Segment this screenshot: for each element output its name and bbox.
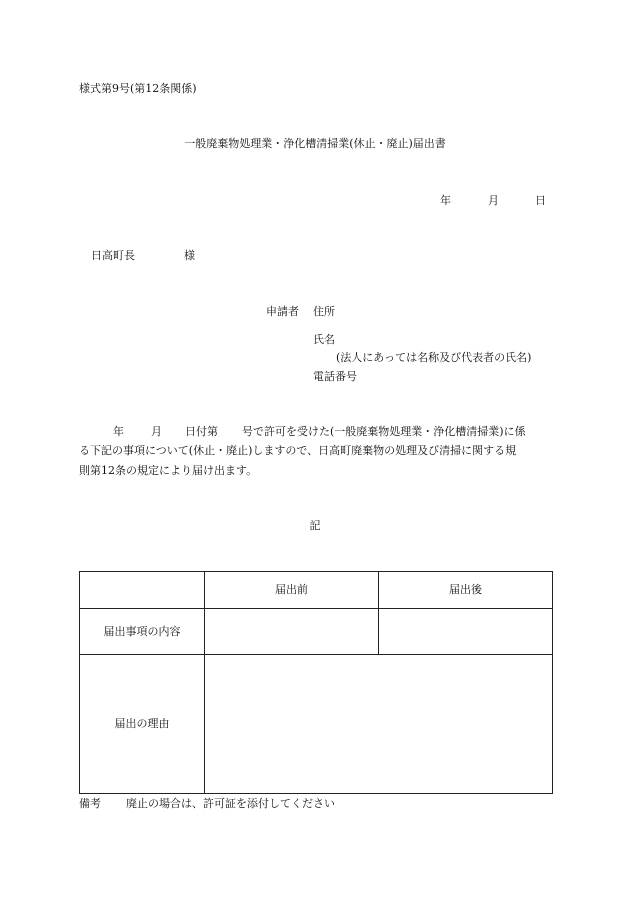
table-corner-cell: [80, 572, 205, 609]
applicant-label: 申請者: [266, 305, 299, 318]
content-before-cell[interactable]: [205, 609, 379, 655]
ki-heading: 記: [309, 519, 321, 532]
body-line-1-rest: 号で許可を受けた(一般廃棄物処理業・浄化槽清掃業)に係: [242, 425, 526, 438]
name-label: 氏名: [313, 333, 335, 346]
reason-cell[interactable]: [205, 655, 553, 794]
header-after: 届出後: [379, 572, 553, 609]
remarks-label: 備考: [79, 797, 101, 810]
body-year: 年: [113, 425, 124, 438]
date-year: 年: [440, 194, 451, 207]
form-number: 様式第9号(第12条関係): [79, 82, 197, 95]
body-line-2: る下記の事項について(休止・廃止)しますので、日高町廃棄物の処理及び清掃に関する規: [79, 444, 517, 457]
remarks-text: 廃止の場合は、許可証を添付してください: [126, 797, 335, 810]
body-line-3: 則第12条の規定により届け出ます。: [79, 464, 258, 477]
notice-table: [79, 571, 553, 794]
row-label-content: 届出事項の内容: [80, 609, 205, 655]
addressee-honorific: 様: [184, 249, 195, 262]
addressee-name: 日高町長: [91, 249, 135, 262]
name-note: (法人にあっては名称及び代表者の氏名): [336, 351, 532, 364]
content-after-cell[interactable]: [379, 609, 553, 655]
phone-label: 電話番号: [313, 370, 357, 383]
table-row: [80, 655, 553, 794]
header-before: 届出前: [205, 572, 379, 609]
body-date-ref: 日付第: [185, 425, 218, 438]
date-month: 月: [488, 194, 499, 207]
table-row: [80, 609, 553, 655]
row-label-reason: 届出の理由: [80, 655, 205, 794]
address-label: 住所: [313, 305, 335, 318]
body-month: 月: [151, 425, 162, 438]
document-title: 一般廃棄物処理業・浄化槽清掃業(休止・廃止)届出書: [184, 137, 446, 150]
date-day: 日: [535, 194, 546, 207]
table-header-row: [80, 572, 553, 609]
